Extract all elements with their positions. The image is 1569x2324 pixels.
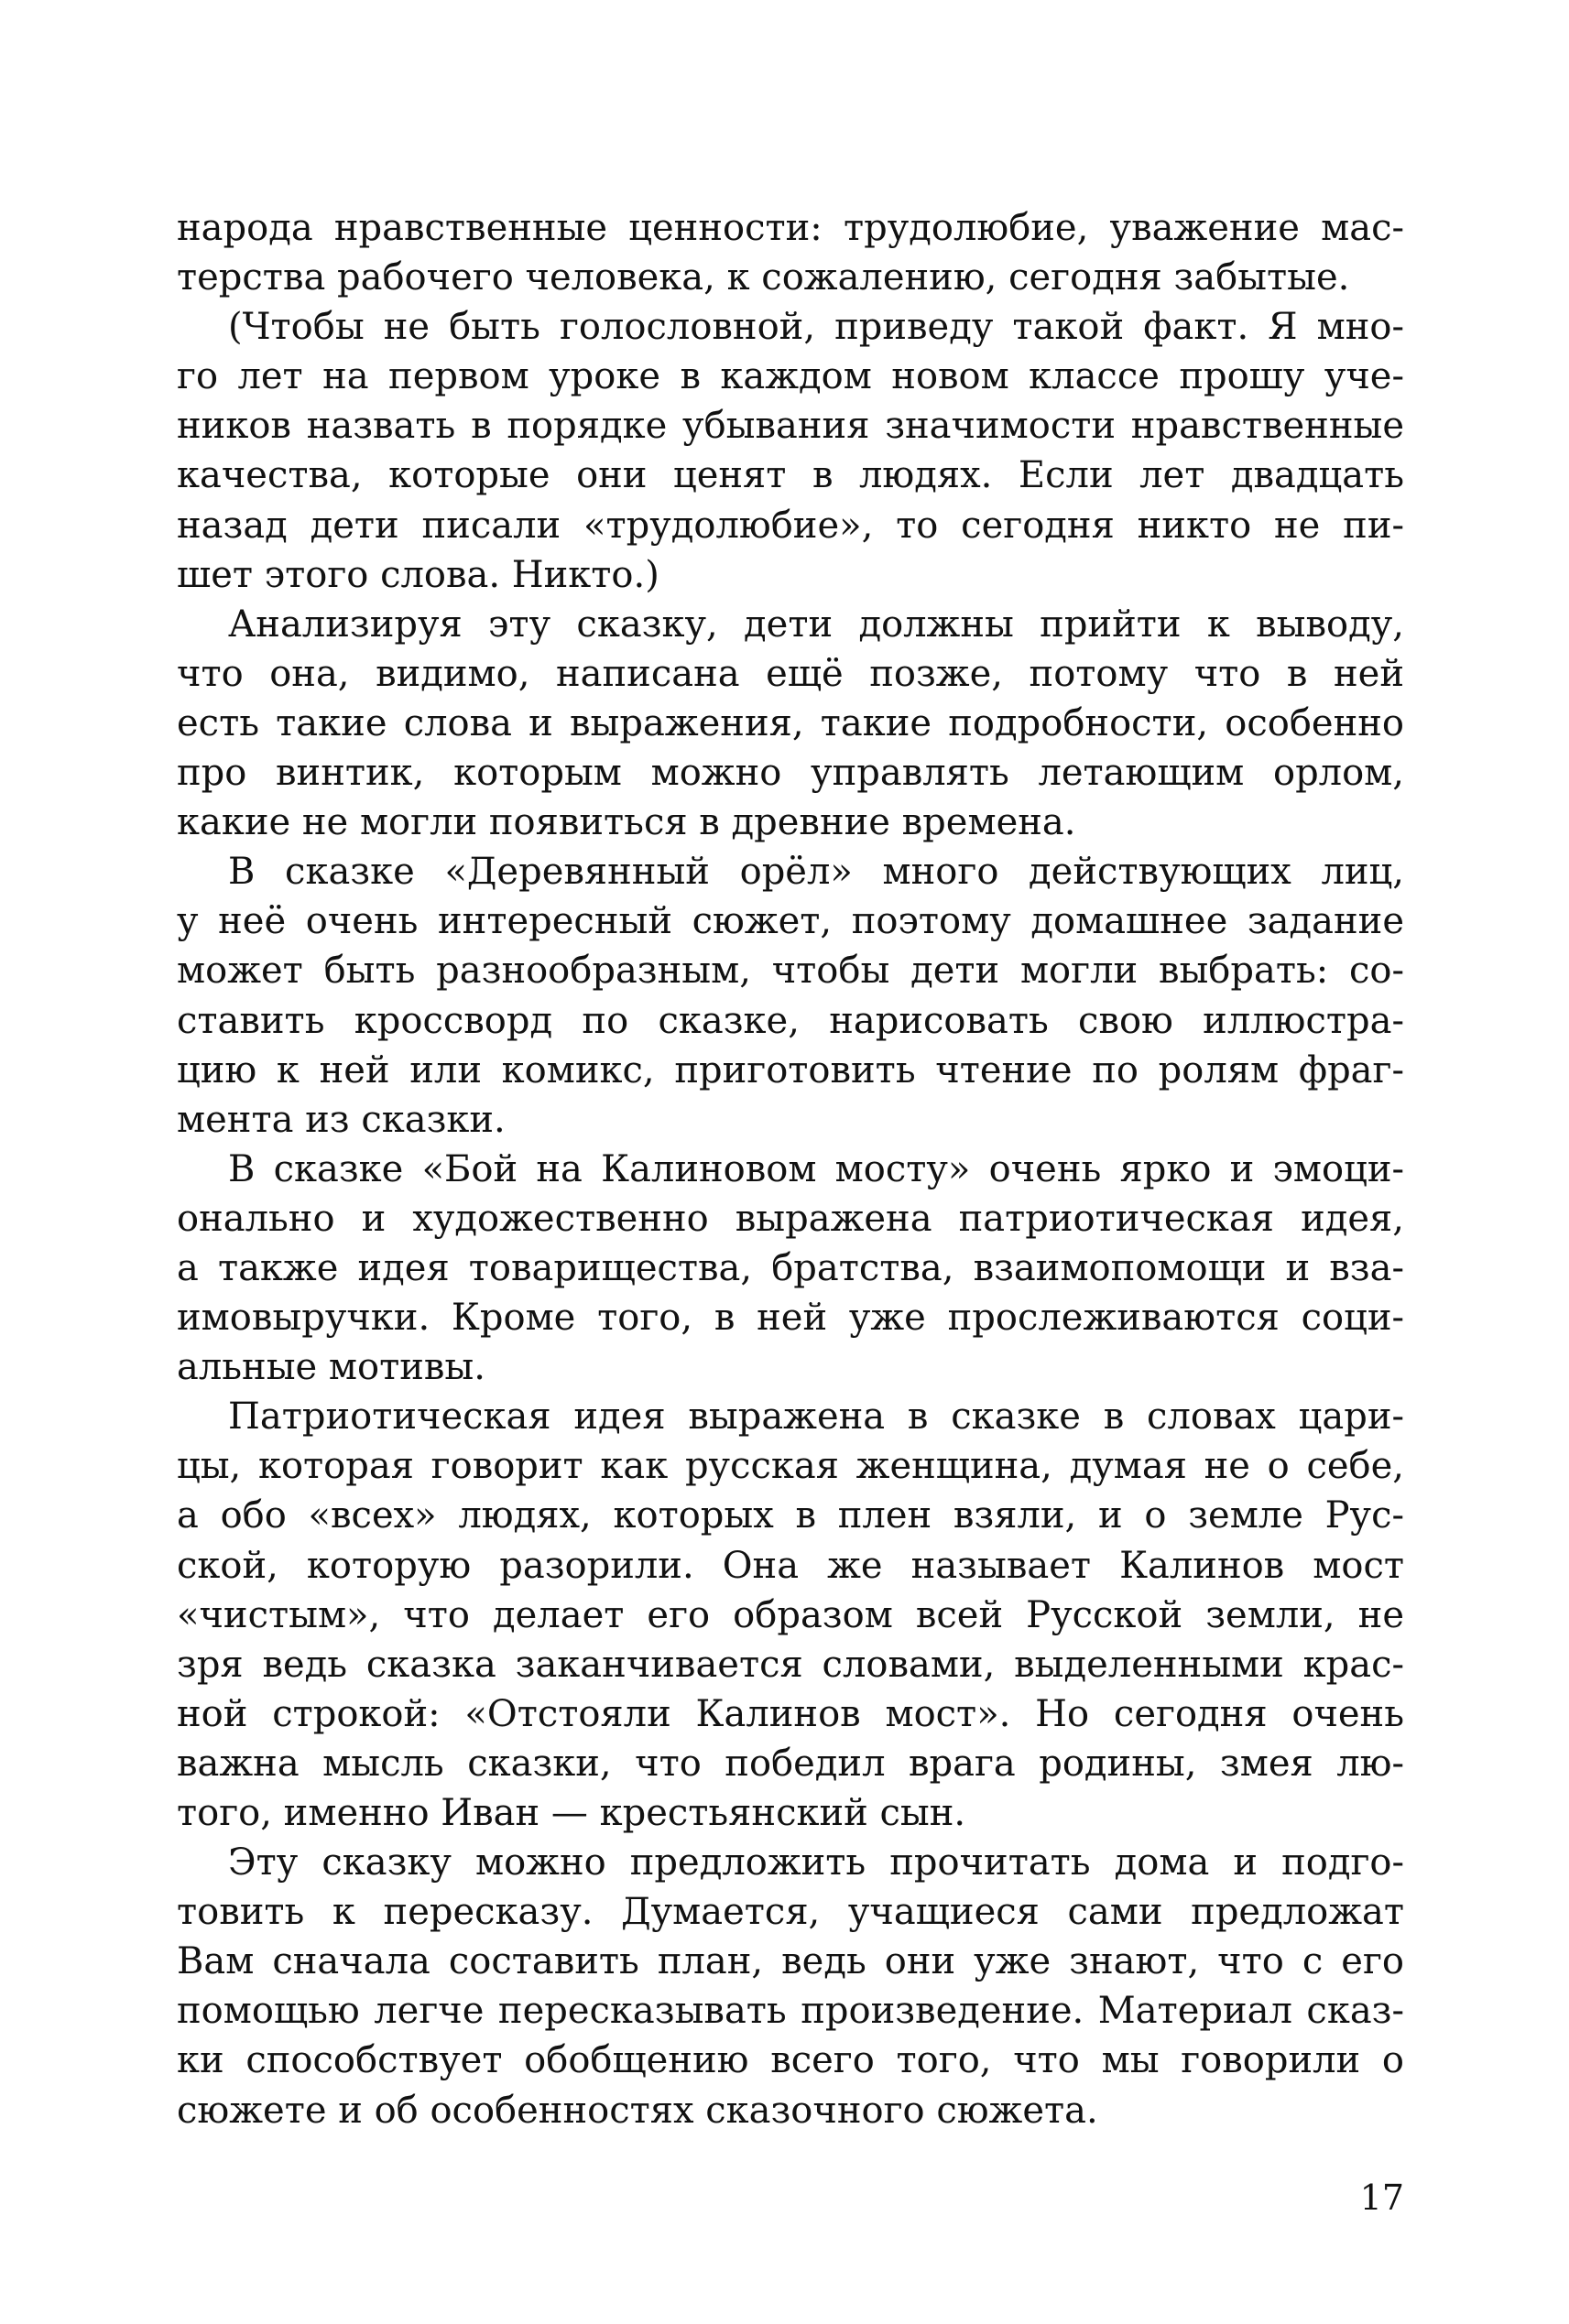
text-line: помощью легче пересказывать произведение. Материал сказ-	[177, 1990, 1404, 2033]
text-line: того, именно Иван — крестьянский сын.	[177, 1792, 966, 1834]
text-line: ки способствует обобщению всего того, что мы говорили о	[177, 2039, 1404, 2082]
text-line: у неё очень интересный сюжет, поэтому домашнее задание	[177, 900, 1404, 943]
text-line: терства рабочего человека, к сожалению, сегодня забытые.	[177, 256, 1350, 299]
text-line: товить к пересказу. Думается, учащиеся сами предложат	[177, 1891, 1404, 1934]
text-line: а также идея товарищества, братства, взаимопомощи и вза-	[177, 1246, 1404, 1289]
text-line: «чистым», что делает его образом всей Русской земли, не	[177, 1593, 1404, 1636]
text-line: цию к ней или комикс, приготовить чтение по ролям фраг-	[177, 1048, 1404, 1091]
text-line: ной строкой: «Отстояли Калинов мост». Но сегодня очень	[177, 1692, 1404, 1735]
text-line: сюжете и об особенностях сказочного сюжета.	[177, 2089, 1098, 2132]
paragraph-first-line: (Чтобы не быть голословной, приведу такой факт. Я мно-	[228, 306, 1404, 349]
text-line: назад дети писали «трудолюбие», то сегодня никто не пи-	[177, 504, 1404, 547]
text-line: ников назвать в порядке убывания значимости нравственные	[177, 405, 1404, 448]
text-line: го лет на первом уроке в каждом новом классе прошу уче-	[177, 355, 1404, 398]
text-line: ской, которую разорили. Она же называет Калинов мост	[177, 1544, 1404, 1587]
text-line: народа нравственные ценности: трудолюбие, уважение мас-	[177, 207, 1404, 249]
page-number: 17	[1359, 2177, 1404, 2218]
body-text	[177, 203, 1404, 2135]
paragraph-first-line: Патриотическая идея выражена в сказке в словах цари-	[228, 1395, 1404, 1439]
text-line: ставить кроссворд по сказке, нарисовать свою иллюстра-	[177, 999, 1404, 1042]
paragraph-first-line: Анализируя эту сказку, дети должны прийти к выводу,	[228, 603, 1404, 646]
text-line: есть такие слова и выражения, такие подробности, особенно	[177, 701, 1404, 744]
text-line: Вам сначала составить план, ведь они уже знают, что с его	[177, 1940, 1404, 1983]
text-line: шет этого слова. Никто.)	[177, 553, 659, 596]
text-line: может быть разнообразным, чтобы дети могли выбрать: со-	[177, 950, 1404, 993]
text-line: мента из сказки.	[177, 1098, 506, 1141]
text-line: зря ведь сказка заканчивается словами, выделенными крас-	[177, 1643, 1404, 1686]
text-line: какие не могли появиться в древние времена.	[177, 801, 1076, 844]
text-line: имовыручки. Кроме того, в ней уже прослеживаются соци-	[177, 1297, 1404, 1340]
text-line: альные мотивы.	[177, 1346, 485, 1389]
text-line: цы, которая говорит как русская женщина, думая не о себе,	[177, 1445, 1404, 1488]
text-line: что она, видимо, написана ещё позже, потому что в ней	[177, 652, 1404, 695]
text-line: а обо «всех» людях, которых в плен взяли, и о земле Рус-	[177, 1494, 1404, 1537]
paragraph-first-line: В сказке «Бой на Калиновом мосту» очень ярко и эмоци-	[228, 1147, 1404, 1190]
text-line: важна мысль сказки, что победил врага родины, змея лю-	[177, 1742, 1404, 1785]
text-line: онально и художественно выражена патриотическая идея,	[177, 1197, 1404, 1240]
text-line: про винтик, которым можно управлять летающим орлом,	[177, 752, 1404, 795]
text-line: качества, которые они ценят в людях. Если лет двадцать	[177, 454, 1404, 497]
paragraph-first-line: В сказке «Деревянный орёл» много действующих лиц,	[228, 851, 1404, 894]
paragraph-first-line: Эту сказку можно предложить прочитать дома и подго-	[228, 1841, 1404, 1884]
